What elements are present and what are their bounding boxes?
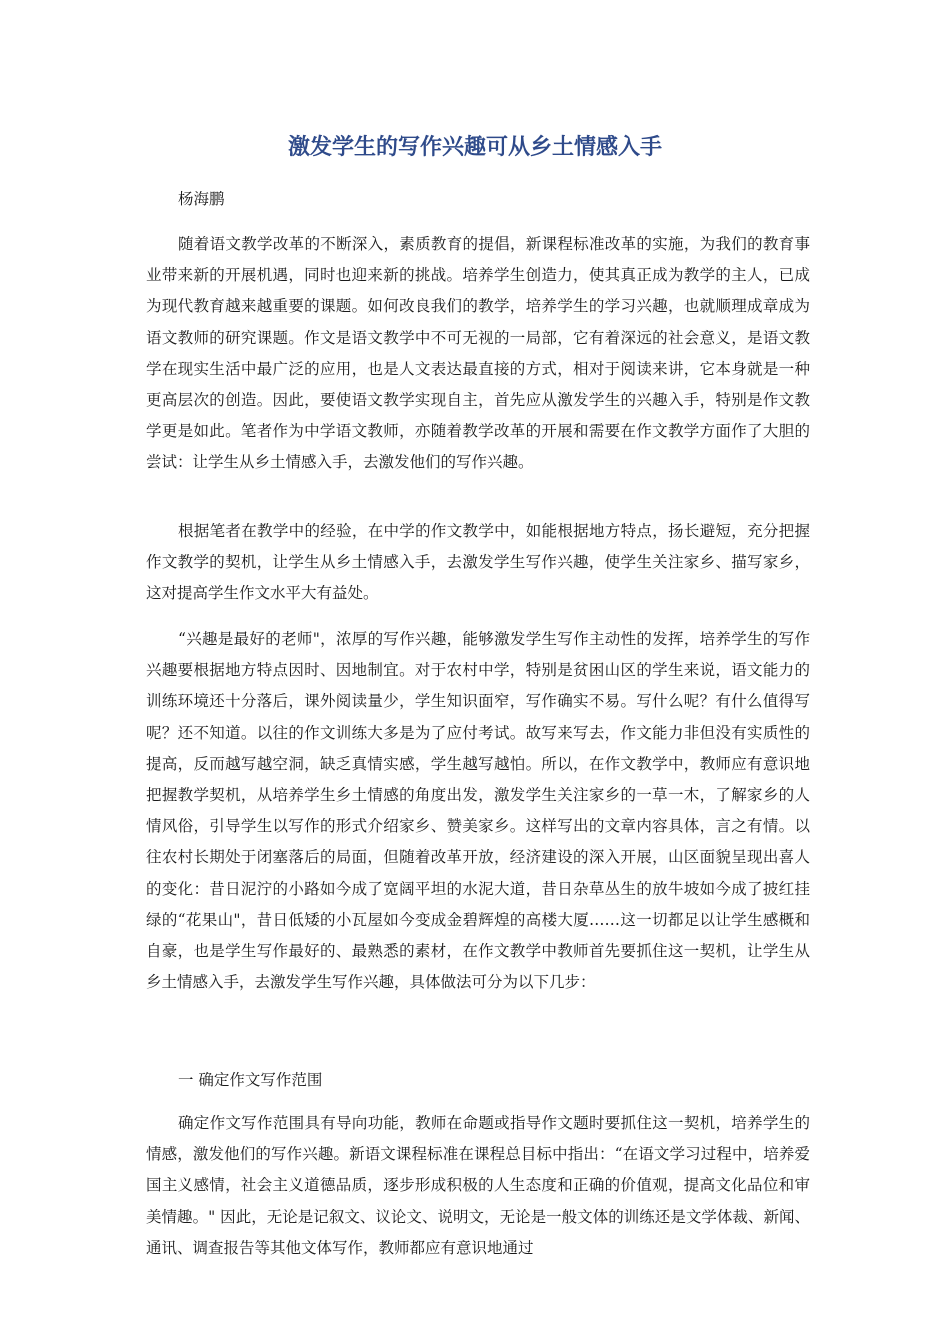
body-paragraph: 随着语文教学改革的不断深入，素质教育的提倡，新课程标准改革的实施，为我们的教育事业带来新的开展机遇，同时也迎来新的挑战。培养学生创造力，使其真正成为教学的主人，已成为现代教育越来越重要的课题。如何改良我们的教学，培养学生的学习兴趣，也就顺理成章成为语文教师的研究课题。作文是语文教学中不可无视的一局部，它有着深远的社会意义，是语文教学在现实生活中最广泛的应用，也是人文表达最直接的方式，相对于阅读来讲，它本身就是一种更高层次的创造。因此，要使语文教学实现自主，首先应从激发学生的兴趣入手，特别是作文教学更是如此。笔者作为中学语文教师，亦随着教学改革的开展和需要在作文教学方面作了大胆的尝试：让学生从乡土情感入手，去激发他们的写作兴趣。 [146,235,810,472]
section-paragraph: 确定作文写作范围具有导向功能，教师在命题或指导作文题时要抓住这一契机，培养学生的情感，激发他们的写作兴趣。新语文课程标准在课程总目标中指出：“在语文学习过程中，培养爱国主义感情，社会主义道德品质，逐步形成积极的人生态度和正确的价值观，提高文化品位和审美情趣。" 因此，无论是记叙文、议论文、说明文，无论是一般文体的训练还是文学体裁、新闻、通讯、调查报告等其他文体写作，教师都应有意识地通过 [146,1114,810,1257]
page-title: 激发学生的写作兴趣可从乡土情感入手 [287,135,662,160]
body-paragraph: 根据笔者在教学中的经验，在中学的作文教学中，如能根据地方特点，扬长避短，充分把握作文教学的契机，让学生从乡土情感入手，去激发学生写作兴趣，使学生关注家乡、描写家乡，这对提高学生作文水平大有益处。 [146,522,810,603]
body-paragraph: “兴趣是最好的老师"，浓厚的写作兴趣，能够激发学生写作主动性的发挥，培养学生的写作兴趣要根据地方特点因时、因地制宜。对于农村中学，特别是贫困山区的学生来说，语文能力的训练环境还十分落后，课外阅读量少，学生知识面窄，写作确实不易。写什么呢？有什么值得写呢？还不知道。以往的作文训练大多是为了应付考试。故写来写去，作文能力非但没有实质性的提高，反而越写越空洞，缺乏真情实感，学生越写越怕。所以，在作文教学中，教师应有意识地把握教学契机，从培养学生乡土情感的角度出发，激发学生关注家乡的一草一木，了解家乡的人情风俗，引导学生以写作的形式介绍家乡、赞美家乡。这样写出的文章内容具体，言之有情。以往农村长期处于闭塞落后的局面，但随着改革开放，经济建设的深入开展，山区面貌呈现出喜人的变化：昔日泥泞的小路如今成了宽阔平坦的水泥大道，昔日杂草丛生的放牛坡如今成了披红挂绿的“花果山"，昔日低矮的小瓦屋如今变成金碧辉煌的高楼大厦……这一切都足以让学生感概和自豪，也是学生写作最好的、最熟悉的素材，在作文教学中教师首先要抓住这一契机，让学生从乡土情感入手，去激发学生写作兴趣，具体做法可分为以下几步： [146,630,810,992]
section-heading: 一 确定作文写作范围 [178,1071,323,1089]
author-name: 杨海鹏 [178,190,225,208]
